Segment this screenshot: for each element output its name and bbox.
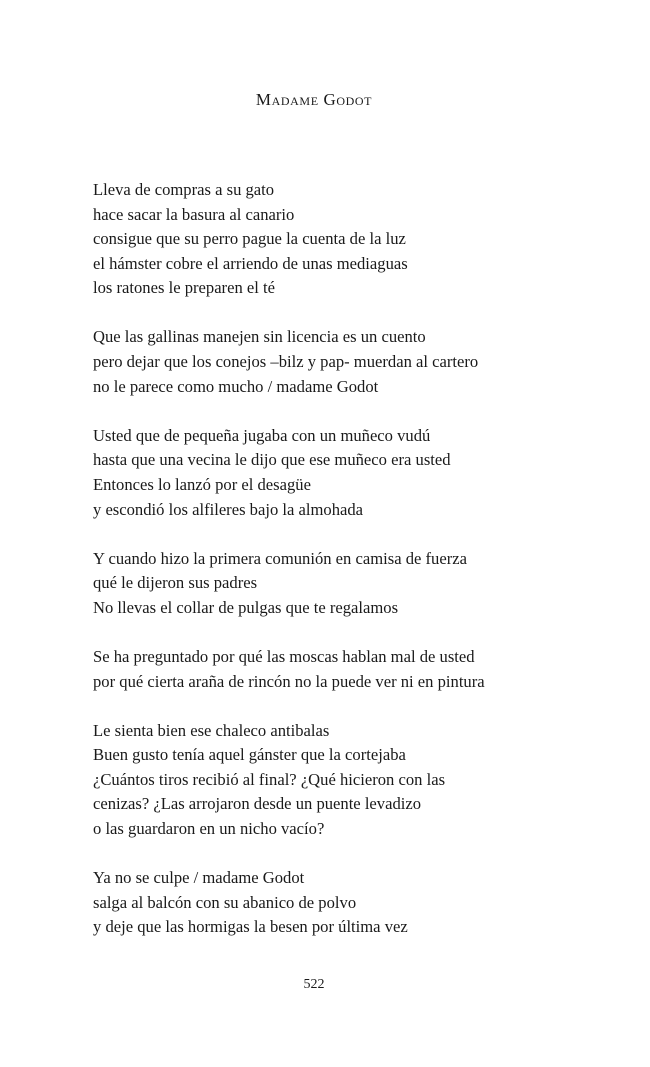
stanza <box>93 325 613 399</box>
poem-line: y deje que las hormigas la besen por última vez <box>93 917 408 937</box>
poem-line: ¿Cuántos tiros recibió al final? ¿Qué hicieron con las <box>93 769 446 789</box>
stanza <box>93 866 613 940</box>
poem-line: pero dejar que los conejos –bilz y pap- muerdan al cartero <box>93 352 479 372</box>
poem-line: Usted que de pequeña jugaba con un muñeco vudú <box>93 425 431 445</box>
poem-line: los ratones le preparen el té <box>93 278 275 298</box>
poem-body <box>93 178 613 964</box>
stanza <box>93 719 613 842</box>
stanza <box>93 645 613 694</box>
poem-line: no le parece como mucho / madame Godot <box>93 376 379 396</box>
stanza <box>93 547 613 621</box>
poem-line: Que las gallinas manejen sin licencia es un cuento <box>93 327 426 347</box>
poem-line: consigue que su perro pague la cuenta de la luz <box>93 229 406 249</box>
poem-line: qué le dijeron sus padres <box>93 573 258 593</box>
poem-line: cenizas? ¿Las arrojaron desde un puente levadizo <box>93 794 422 814</box>
poem-line: Buen gusto tenía aquel gánster que la cortejaba <box>93 745 406 765</box>
poem-line: el hámster cobre el arriendo de unas mediaguas <box>93 253 408 273</box>
stanza <box>93 424 613 522</box>
poem-line: Se ha preguntado por qué las moscas hablan mal de usted <box>93 646 475 666</box>
poem-title: Madame Godot <box>255 90 373 109</box>
poem-line: No llevas el collar de pulgas que te regalamos <box>93 597 399 617</box>
poem-line: Lleva de compras a su gato <box>93 180 275 199</box>
poem-line: Le sienta bien ese chaleco antibalas <box>93 720 330 740</box>
poem-line: Entonces lo lanzó por el desagüe <box>93 474 311 494</box>
poem-line: hace sacar la basura al canario <box>93 204 295 224</box>
poem-line: hasta que una vecina le dijo que ese muñeco era usted <box>93 450 451 470</box>
poem-line: Ya no se culpe / madame Godot <box>93 868 305 888</box>
poem-line: por qué cierta araña de rincón no la puede ver ni en pintura <box>93 671 485 691</box>
poem-line: o las guardaron en un nicho vacío? <box>93 818 325 838</box>
page-number: 522 <box>303 977 325 992</box>
poem-line: y escondió los alfileres bajo la almohada <box>93 499 364 519</box>
poem-line: Y cuando hizo la primera comunión en camisa de fuerza <box>93 548 467 568</box>
poem-line: salga al balcón con su abanico de polvo <box>93 892 357 912</box>
stanza <box>93 178 613 301</box>
